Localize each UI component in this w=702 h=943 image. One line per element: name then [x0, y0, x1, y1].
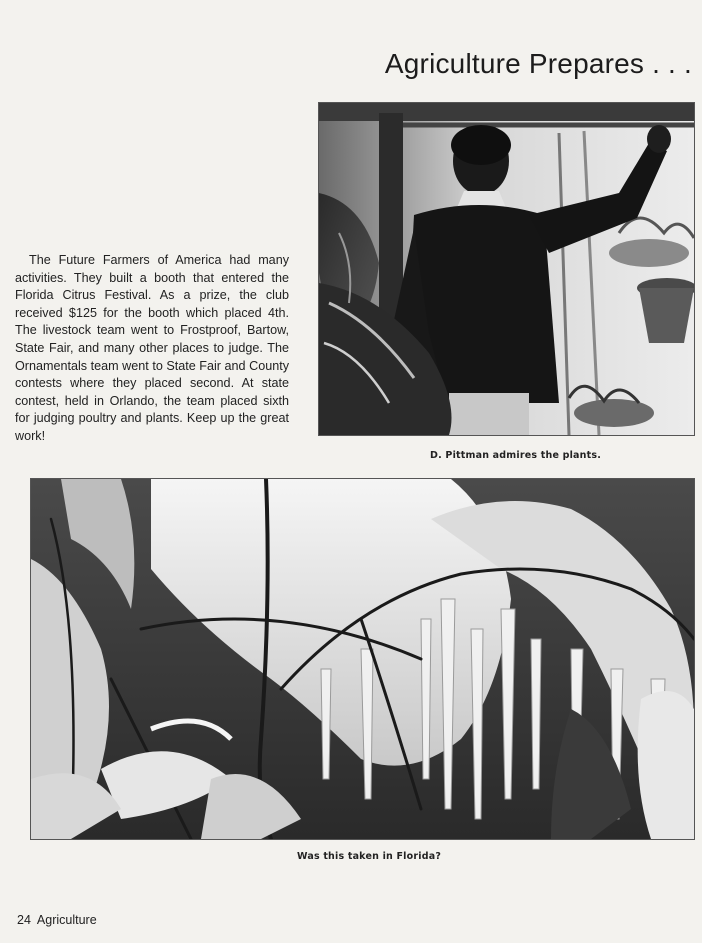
page-footer: [17, 913, 97, 927]
footer-section-name: Agriculture: [36, 913, 97, 927]
page-title: Agriculture Prepares . . .: [384, 48, 692, 79]
photo-caption-top: D. Pittman admires the plants.: [430, 450, 602, 461]
photo-caption-bottom: Was this taken in Florida?: [297, 851, 442, 862]
photo-greenhouse-student: [318, 102, 695, 436]
article-body-text: The Future Farmers of America had many activities. They built a booth that entered the Florida Citrus Festival. As a prize, the club received $125 for the booth which placed 4th. The livestock team went to Frostproof, Bartow, State Fair, and many other places to judge. The Ornamentals team went to State Fair and County contests where they placed second. At state contest, held in Orlando, the team placed sixth for judging poultry and plants. Keep up the great work!: [15, 253, 289, 443]
photo-frozen-plants: [30, 478, 695, 840]
page-number: 24: [17, 913, 31, 927]
